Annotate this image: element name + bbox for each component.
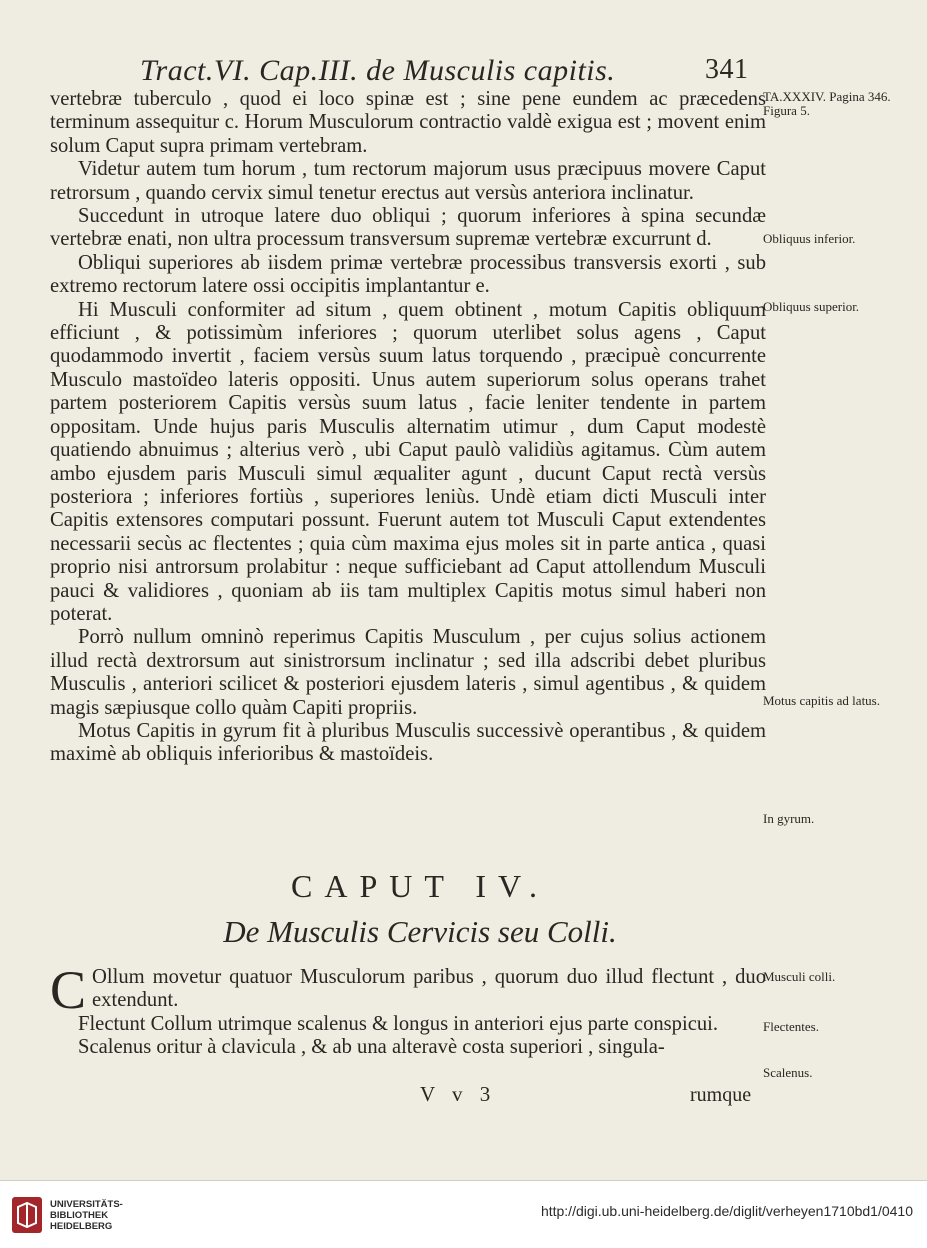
permalink-url[interactable]: http://digi.ub.uni-heidelberg.de/diglit/verheyen1710bd1/0410 [540, 1203, 913, 1219]
margin-note: Musculi colli. [763, 969, 836, 984]
margin-note: In gyrum. [763, 811, 815, 826]
library-logo[interactable] [10, 1191, 160, 1239]
running-title: Tract.VI. Cap.III. de Musculis capitis. [140, 54, 616, 87]
margin-note: TA.XXXIV. Pagina 346. Figura 5. [763, 89, 891, 118]
paragraph: Videtur autem tum horum , tum rectorum majorum usus præcipuus movere Caput retrorsum , quando cervix simul tenetur erectus aut versùs anteriora inclinatur. [50, 158, 766, 204]
catchword: rumque [690, 1084, 752, 1106]
signature-mark: V v 3 [420, 1082, 497, 1106]
main-text [50, 88, 766, 767]
chapter-subtitle: De Musculis Cervicis seu Colli. [223, 914, 617, 949]
chapter-text [50, 960, 766, 1060]
margin-note: Flectentes. [763, 1019, 819, 1034]
drop-cap: C [50, 960, 87, 1020]
paragraph: Porrò nullum omninò reperimus Capitis Musculum , per cujus solius actionem illud rectà dextrorsum aut sinistrorsum inclinatur ; sed illa adscribi debet pluribus Musculis , anteriori scilicet & posteriori ejusdem lateris , simul agentibus , & quidem magis sæpiusque collo quàm Capiti propriis. [50, 626, 766, 719]
paragraph: Motus Capitis in gyrum fit à pluribus Musculis successivè operantibus , & quidem maximè ab obliquis inferioribus & mastoïdeis. [50, 719, 766, 766]
margin-note: Obliquus inferior. [763, 231, 856, 246]
paragraph: Hi Musculi conformiter ad situm , quem obtinent , motum Capitis obliquum efficiunt , & potissimùm inferiores ; quorum uterlibet solus agens , Caput quodammodo invertit , faciem versùs suum latus torquendo , præcipuè concurrente Musculo mastoïdeo lateris oppositi. Unus autem superiorum solus operans trahet partem posteriorem Capitis versùs suum latus , facie leniter tendente in partem oppositam. Unde hujus paris Musculis alternatim utimur , dum Caput modestè quatiendo abnuimus ; alterius verò , ubi Caput paulò validiùs agitamus. Cùm autem ambo ejusdem paris Musculi simul æqualiter agunt , ducunt Caput rectà versùs posteriora ; inferiores fortiùs , superiores leniùs. Undè etiam dicti Musculi inter Capitis extensores computari possunt. Fuerunt autem tot Musculi Caput extendentes necessarii secùs ac flectentes ; quia cùm maxima ejus moles sit in parte antica , quasi proprio nisi antrorsum prolabitur : neque sufficiebant ad Caput attollendum Musculi pauci & validiores , quoniam ab iis tam multiplex Capitis motus simul haberi non poterat. [50, 298, 766, 625]
paragraph: Scalenus oritur à clavicula , & ab una alteravè costa superiori , singula- [78, 1036, 665, 1059]
viewer-footer [0, 1180, 927, 1248]
paragraph [50, 960, 766, 1020]
paragraph: Succedunt in utroque latere duo obliqui ; quorum inferiores à spina secundæ vertebræ enati, non ultra processum transversum supremæ vertebræ excurrunt d. [50, 205, 766, 251]
margin-note: Motus capitis ad latus. [763, 693, 880, 708]
margin-note: Scalenus. [763, 1065, 813, 1080]
chapter-heading: CAPUT IV. [291, 868, 549, 904]
paragraph-text: Ollum movetur quatuor Musculorum paribus , quorum duo illud flectunt , duo extendunt. [92, 966, 766, 1012]
paragraph: Flectunt Collum utrimque scalenus & longus in anteriori ejus parte conspicui. [78, 1012, 719, 1035]
page-number: 341 [705, 54, 749, 85]
paragraph: Obliqui superiores ab iisdem primæ vertebræ processibus transversis exorti , sub extremo rectorum latere ossi occipitis implantantur e. [50, 251, 766, 298]
margin-note: Obliquus superior. [763, 299, 860, 314]
library-name: UNIVERSITÄTS- BIBLIOTHEK HEIDELBERG [50, 1199, 123, 1232]
paragraph: vertebræ tuberculo , quod ei loco spinæ est ; sine pene eundem ac præcedens terminum assequitur c. Horum Musculorum contractio valdè exigua est ; movent enim solum Caput supra primam vertebram. [50, 88, 766, 157]
library-seal-icon [10, 1195, 44, 1235]
